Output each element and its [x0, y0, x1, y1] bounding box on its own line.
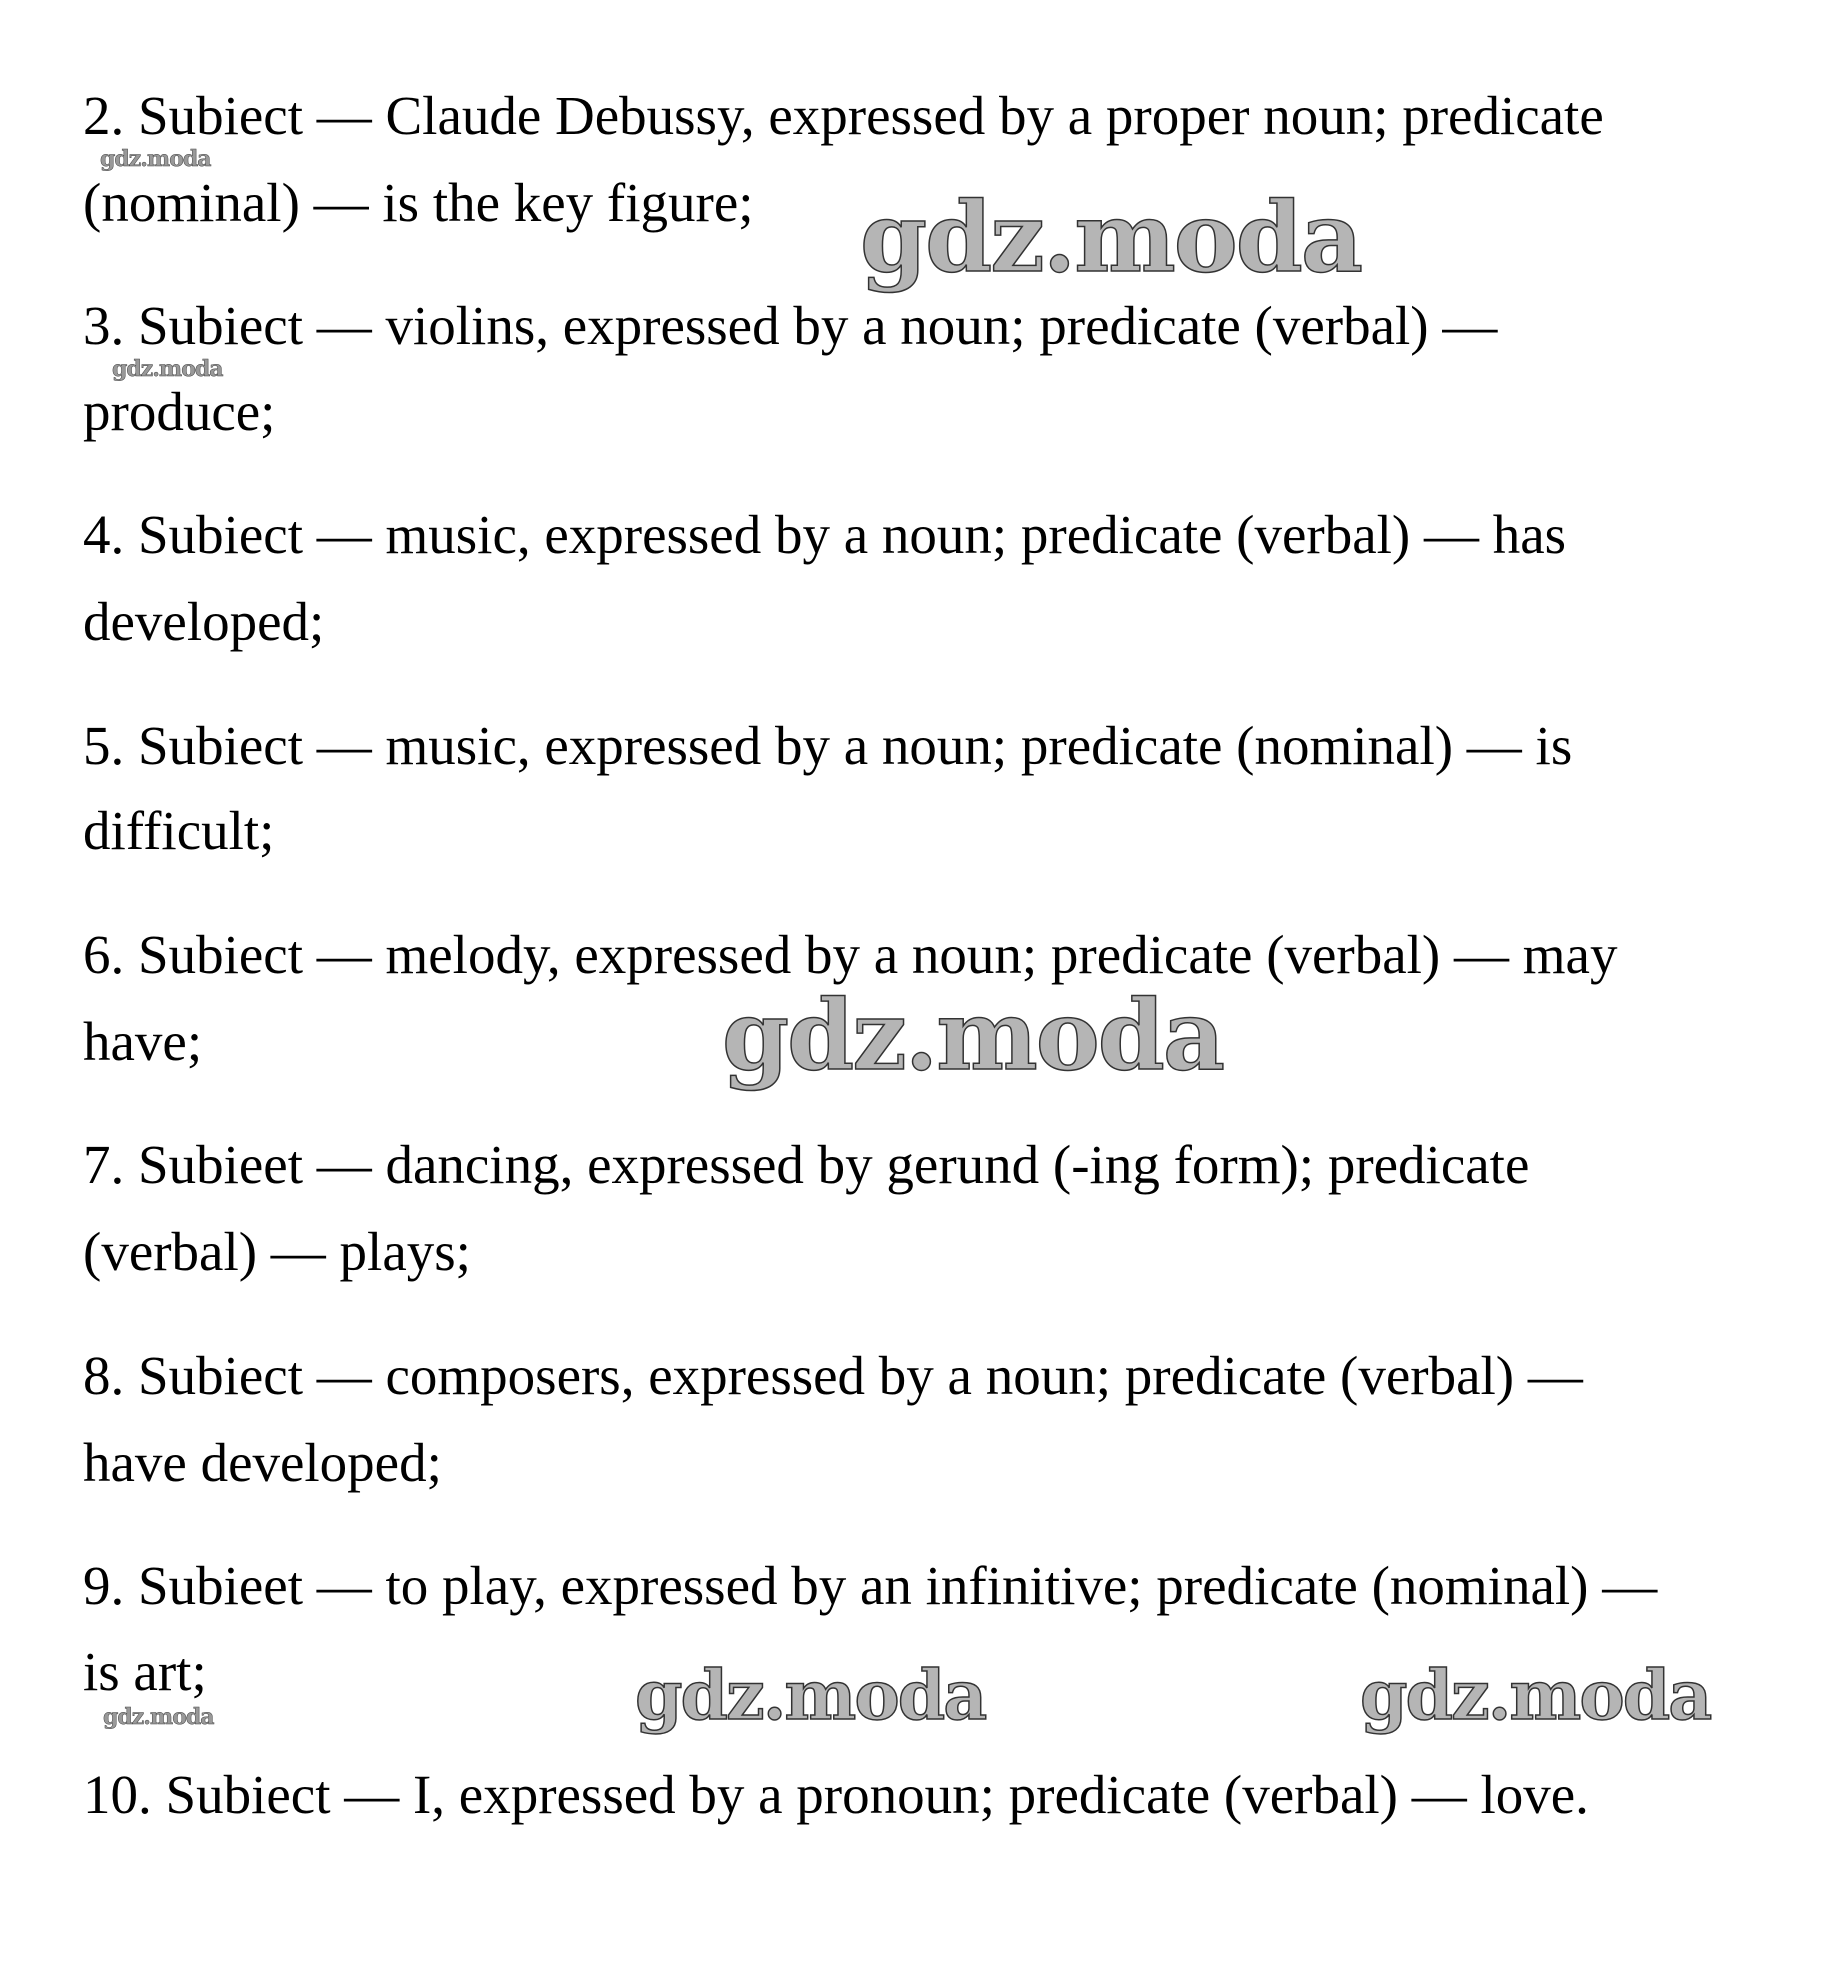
answer-line: (verbal) — plays;: [83, 1221, 471, 1282]
answer-line: is art;: [83, 1641, 207, 1702]
watermark: gdz.moda: [112, 356, 223, 382]
watermark: gdz.moda: [1360, 1656, 1711, 1736]
answer-line: difficult;: [83, 800, 275, 861]
watermark: gdz.moda: [860, 181, 1362, 294]
answer-line: 4. Subiect — music, expressed by a noun; predicate (verbal) — has: [83, 504, 1567, 565]
answer-line: produce;: [83, 381, 276, 442]
answer-line: 5. Subiect — music, expressed by a noun; predicate (nominal) — is: [83, 715, 1573, 776]
answer-line: have;: [83, 1011, 203, 1072]
answer-line: 10. Subiect — I, expressed by a pronoun; predicate (verbal) — love.: [83, 1764, 1589, 1825]
answer-line: have developed;: [83, 1432, 442, 1493]
answer-line: 7. Subieet — dancing, expressed by gerund (-ing form); predicate: [83, 1134, 1530, 1195]
answer-line: 6. Subiect — melody, expressed by a noun; predicate (verbal) — may: [83, 924, 1618, 985]
answer-line: 8. Subiect — composers, expressed by a noun; predicate (verbal) —: [83, 1345, 1583, 1406]
answer-line: 3. Subiect — violins, expressed by a noun; predicate (verbal) —: [83, 295, 1498, 356]
watermark: gdz.moda: [103, 1704, 214, 1730]
answer-line: developed;: [83, 591, 325, 652]
watermark: gdz.moda: [635, 1656, 986, 1736]
watermark: gdz.moda: [100, 146, 211, 172]
watermark: gdz.moda: [722, 979, 1224, 1092]
answer-line: 2. Subiect — Claude Debussy, expressed by a proper noun; predicate: [83, 85, 1604, 146]
answer-line: (nominal) — is the key figure;: [83, 172, 754, 233]
answer-line: 9. Subieet — to play, expressed by an infinitive; predicate (nominal) —: [83, 1555, 1658, 1616]
